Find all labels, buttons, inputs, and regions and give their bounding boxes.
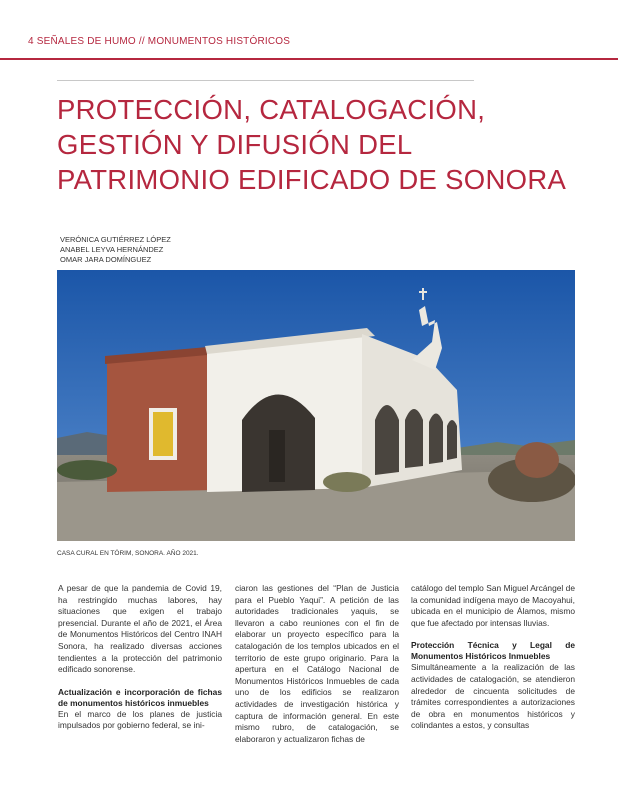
author-list	[60, 235, 171, 265]
subheading: Protección Técnica y Legal de Monumentos Históricos Inmuebles	[411, 640, 575, 662]
title-line: GESTIÓN Y DIFUSIÓN DEL	[57, 129, 413, 160]
title-rule	[57, 80, 474, 81]
paragraph: catálogo del templo San Miguel Arcángel de la comunidad indígena mayo de Macoyahui, ubicada en el municipio de Álamos, mismo que fue afectado por intensas lluvias.	[411, 583, 575, 628]
author: VERÓNICA GUTIÉRREZ LÓPEZ	[60, 235, 171, 244]
photo-illustration	[57, 270, 575, 541]
running-header: 4 SEÑALES DE HUMO // MONUMENTOS HISTÓRICOS	[28, 36, 291, 47]
side-arch	[429, 414, 443, 465]
title-line: PROTECCIÓN, CATALOGACIÓN,	[57, 94, 486, 125]
paragraph: ciaron las gestiones del “Plan de Justicia para el Pueblo Yaqui”. A petición de las autoridades tradicionales yaquis, se llevaron a cabo reuniones con el fin de elaborar un proyecto específico para la catalogación de los templos ubicados en el territorio de este grupo originario. Para la apertura en el Catálogo Nacional de Monumentos Históricos Inmuebles de cada uno de los edificios se realizaron actividades de investigación histórica y captura de información general. En este mismo rubro, de catalogación, se elaboraron y actualizaron fichas de	[235, 583, 399, 744]
yellow-door	[153, 412, 173, 456]
text-column-2	[235, 583, 399, 745]
subheading: Actualización e incorporación de fichas de monumentos históricos inmuebles	[58, 686, 222, 708]
shrub	[57, 460, 117, 480]
side-arch	[405, 409, 423, 468]
photo-caption: CASA CURAL EN TÓRIM, SONORA. AÑO 2021.	[57, 550, 199, 557]
author: OMAR JARA DOMÍNGUEZ	[60, 255, 152, 264]
text-column-3	[411, 583, 575, 732]
article-photo	[57, 270, 575, 541]
title-line: PATRIMONIO EDIFICADO DE SONORA	[57, 164, 567, 195]
header-rule	[0, 58, 618, 60]
inner-door	[269, 430, 285, 482]
side-arch	[447, 420, 457, 460]
paragraph: A pesar de que la pandemia de Covid 19, ha restringido muchas labores, hay situaciones que exigen el trabajo presencial. Durante el año de 2021, el Área de Monumentos Históricos del Centro INAH Sonora, ha realizado diversas acciones tendientes a la protección del patrimonio edificado sonorense.	[58, 583, 222, 675]
author: ANABEL LEYVA HERNÁNDEZ	[60, 245, 164, 254]
rock-mound	[515, 442, 559, 478]
shrub	[323, 472, 371, 492]
article-title	[57, 92, 577, 197]
paragraph: En el marco de los planes de justicia impulsados por gobierno federal, se ini-	[58, 708, 222, 731]
side-arch	[375, 405, 399, 475]
paragraph: Simultáneamente a la realización de las actividades de catalogación, se atendieron alrededor de cincuenta solicitudes de trámites correspondientes a autorizaciones de obra en monumentos históricos y colindantes a estos, y consultas	[411, 662, 575, 731]
text-column-1	[58, 583, 222, 732]
